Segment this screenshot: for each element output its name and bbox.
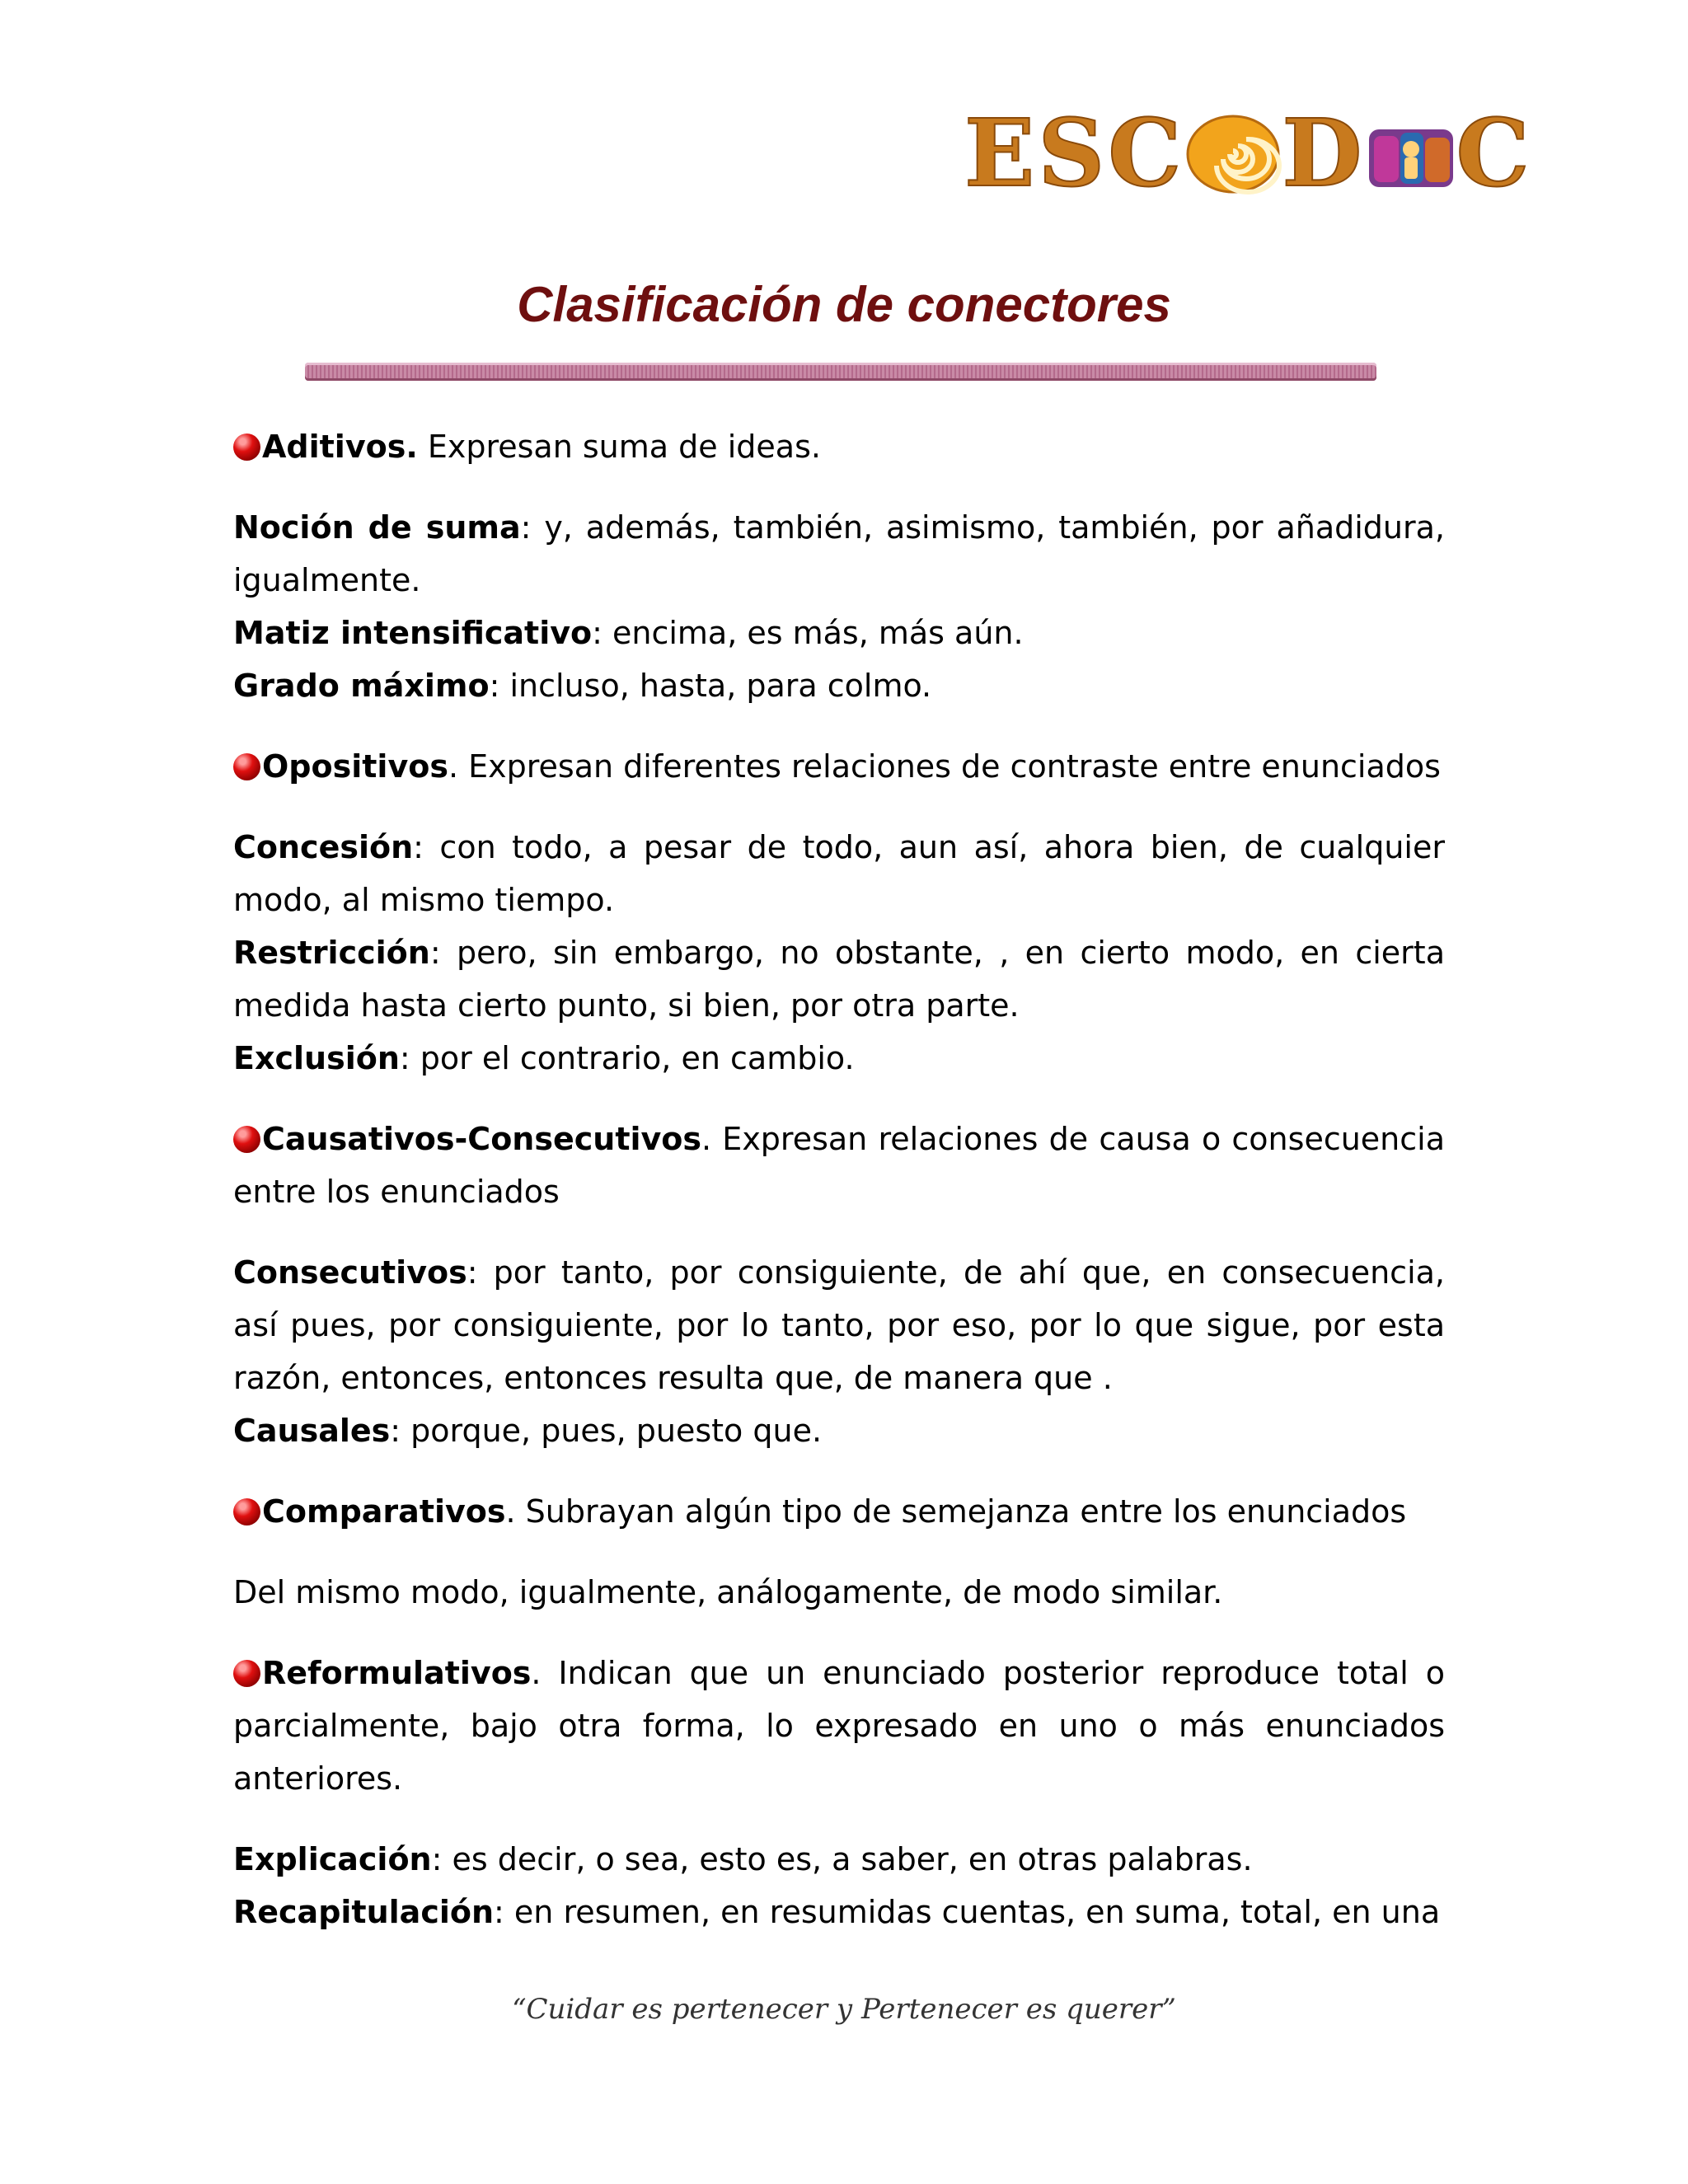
heading-term: Reformulativos: [262, 1655, 532, 1691]
definition-line: [233, 1886, 1445, 1938]
term-text: : es decir, o sea, esto es, a saber, en otras palabras.: [431, 1841, 1253, 1877]
term: Consecutivos: [233, 1254, 467, 1291]
definition-line: [233, 926, 1445, 1032]
term: Matiz intensificativo: [233, 615, 593, 651]
heading-desc: . Indican que un enunciado posterior reproduce total o parcialmente, bajo otra forma, lo expresado en uno o más enunciados anteriores.: [233, 1655, 1445, 1797]
term-text: : encima, es más, más aún.: [592, 615, 1024, 651]
red-bullet-icon: [233, 753, 260, 780]
term: Explicación: [233, 1841, 432, 1877]
escodoc-logo: [964, 100, 1533, 208]
heading-desc: . Expresan diferentes relaciones de contraste entre enunciados: [448, 748, 1441, 785]
definition-line: [233, 1246, 1445, 1404]
heading-term: Comparativos: [262, 1493, 506, 1530]
section-heading-causativos: [233, 1113, 1445, 1218]
red-bullet-icon: [233, 1498, 260, 1526]
definition-line: [233, 1404, 1445, 1457]
title-divider: [305, 363, 1376, 381]
term-text: : por el contrario, en cambio.: [399, 1040, 855, 1076]
red-bullet-icon: [233, 1660, 260, 1687]
red-bullet-icon: [233, 434, 260, 461]
document-body: [233, 420, 1445, 1938]
red-bullet-icon: [233, 1126, 260, 1153]
term-text: : con todo, a pesar de todo, aun así, ahora bien, de cualquier modo, al mismo tiempo.: [233, 829, 1445, 918]
term-text: : porque, pues, puesto que.: [390, 1413, 823, 1449]
term: Causales: [233, 1413, 391, 1449]
heading-desc: Expresan suma de ideas.: [417, 429, 821, 465]
heading-term: Aditivos.: [262, 429, 418, 465]
heading-desc: . Subrayan algún tipo de semejanza entre los enunciados: [505, 1493, 1407, 1530]
definition-line: [233, 1032, 1445, 1085]
spiral-icon: [1184, 113, 1282, 195]
definition-line: [233, 821, 1445, 926]
term-text: : incluso, hasta, para colmo.: [489, 668, 932, 704]
term-text: : en resumen, en resumidas cuentas, en suma, total, en una: [494, 1894, 1441, 1930]
term: Grado máximo: [233, 668, 490, 704]
heading-term: Causativos-Consecutivos: [262, 1121, 702, 1157]
term: Exclusión: [233, 1040, 400, 1076]
logo-letters-left: ESC: [964, 100, 1185, 208]
figures-icon: [1366, 113, 1456, 195]
page-title: Clasificación de conectores: [517, 277, 1171, 332]
term: Restricción: [233, 935, 430, 971]
section-heading-opositivos: [233, 740, 1445, 793]
section-heading-aditivos: [233, 420, 1445, 473]
term-text: : pero, sin embargo, no obstante, , en cierto modo, en cierta medida hasta cierto punto, si bien, por otra parte.: [233, 935, 1445, 1024]
term: Recapitulación: [233, 1894, 495, 1930]
definition-line: [233, 607, 1445, 659]
term-text: : por tanto, por consiguiente, de ahí que, en consecuencia, así pues, por consiguiente, por lo tanto, por eso, por lo que sigue, por esta razón, entonces, entonces resulta que, de manera que .: [233, 1254, 1445, 1396]
heading-term: Opositivos: [262, 748, 448, 785]
footer-motto: “Cuidar es pertenecer y Pertenecer es querer”: [512, 1993, 1176, 2026]
section-heading-reformulativos: [233, 1647, 1445, 1805]
definition-line: [233, 659, 1445, 712]
section-heading-comparativos: [233, 1485, 1445, 1538]
definition-line: [233, 1833, 1445, 1886]
logo-letters-right-1: D: [1282, 100, 1366, 208]
term-text: : y, además, también, asimismo, también, por añadidura, igualmente.: [233, 509, 1445, 598]
heading-desc: . Expresan relaciones de causa o consecuencia entre los enunciados: [233, 1121, 1445, 1210]
comparativos-body: Del mismo modo, igualmente, análogamente, de modo similar.: [233, 1574, 1223, 1610]
term: Noción de suma: [233, 509, 521, 546]
definition-line: [233, 501, 1445, 607]
logo-letters-right-2: C: [1456, 100, 1533, 208]
term: Concesión: [233, 829, 414, 865]
